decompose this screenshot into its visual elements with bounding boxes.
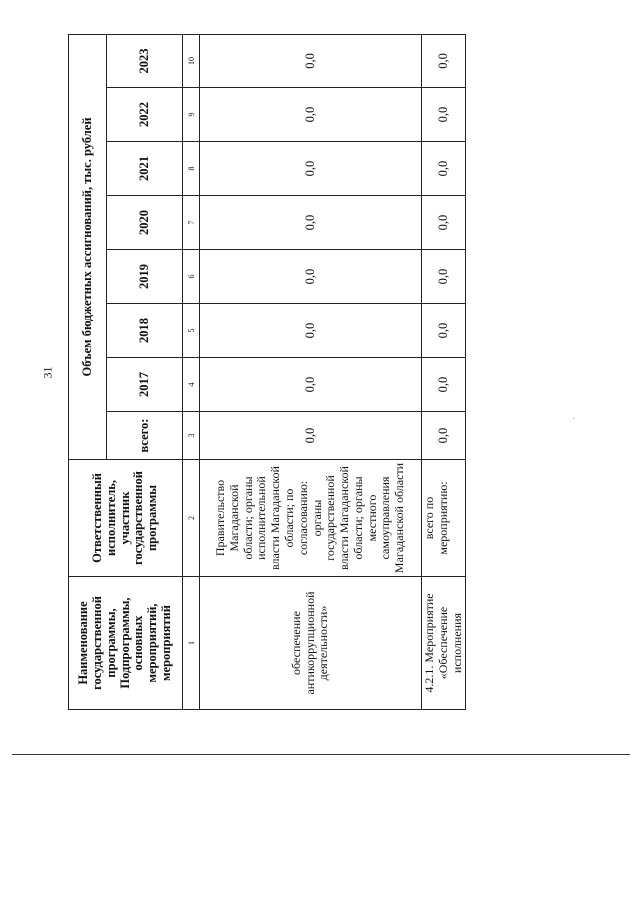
index-cell: 1 [183, 577, 200, 710]
index-cell: 9 [183, 88, 200, 142]
value-cell: 0,0 [200, 304, 422, 358]
value-cell: 0,0 [422, 34, 466, 87]
value-cell: 0,0 [200, 142, 422, 196]
value-cell: 0,0 [422, 88, 466, 142]
row-executor: Правительство Магаданской области; органы исполнительной власти Магаданской области; по согласованию: органы государственной власти Магаданской области; органы местного самоуправления Магаданской области [200, 460, 422, 577]
index-cell: 8 [183, 142, 200, 196]
index-cell: 3 [183, 412, 200, 460]
rotated-table-container [68, 35, 464, 710]
header-name: Наименование государственной программы, Подпрограммы, основных мероприятий, мероприятий [69, 577, 183, 710]
header-row [69, 34, 107, 709]
table-row [200, 34, 422, 709]
value-cell: 0,0 [200, 358, 422, 412]
value-cell: 0,0 [422, 250, 466, 304]
index-cell: 10 [183, 34, 200, 87]
header-total: всего: [107, 412, 183, 460]
row-name: обеспечение антикоррупционной деятельности» [200, 577, 422, 710]
index-cell: 6 [183, 250, 200, 304]
page-number: 31 [40, 366, 55, 379]
header-year: 2021 [107, 142, 183, 196]
value-cell: 0,0 [200, 196, 422, 250]
index-cell: 5 [183, 304, 200, 358]
scan-speck [573, 418, 574, 419]
index-cell: 2 [183, 460, 200, 577]
page-divider [12, 754, 630, 755]
value-cell: 0,0 [422, 304, 466, 358]
row-executor: всего по мероприятию: [422, 460, 466, 577]
value-cell: 0,0 [200, 34, 422, 87]
header-year: 2018 [107, 304, 183, 358]
value-cell: 0,0 [422, 142, 466, 196]
header-year: 2020 [107, 196, 183, 250]
header-year: 2023 [107, 34, 183, 87]
value-cell: 0,0 [422, 196, 466, 250]
value-cell: 0,0 [422, 358, 466, 412]
header-year: 2017 [107, 358, 183, 412]
value-cell: 0,0 [200, 88, 422, 142]
value-cell: 0,0 [200, 250, 422, 304]
header-executor: Ответственный исполнитель, участник государственной программы [69, 460, 183, 577]
value-cell: 0,0 [200, 412, 422, 460]
index-cell: 7 [183, 196, 200, 250]
table-row [422, 34, 466, 709]
index-row [183, 34, 200, 709]
budget-table [68, 34, 466, 710]
row-name: 4.2.1. Мероприятие «Обеспечение исполнения [422, 577, 466, 710]
value-cell: 0,0 [422, 412, 466, 460]
header-year: 2019 [107, 250, 183, 304]
header-year: 2022 [107, 88, 183, 142]
index-cell: 4 [183, 358, 200, 412]
header-budget: Объем бюджетных ассигнований, тыс. рублей [69, 34, 107, 459]
